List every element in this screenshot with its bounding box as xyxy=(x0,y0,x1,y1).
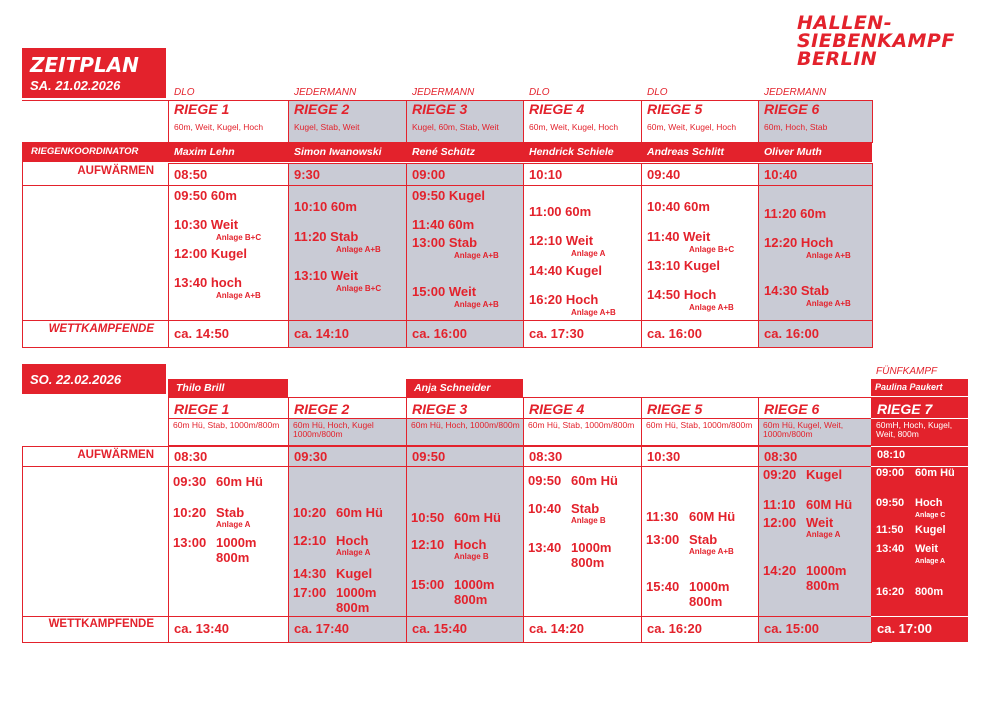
venue-note: Anlage A+B xyxy=(689,547,734,556)
disciplines: 60m, Weit, Kugel, Hoch xyxy=(174,122,264,132)
end-time: ca. 14:10 xyxy=(294,326,349,341)
riege-name: RIEGE 1 xyxy=(174,401,230,417)
grid-line xyxy=(871,418,968,419)
riege-name: RIEGE 6 xyxy=(764,401,820,417)
event-time: 09:30 xyxy=(173,474,207,489)
grid-line xyxy=(22,446,168,447)
event-name: 60m Hü xyxy=(915,467,955,479)
event-time: 09:20 xyxy=(763,467,797,482)
venue-note: Anlage A xyxy=(336,548,371,557)
warmup-time: 08:30 xyxy=(764,449,798,464)
event-time: 13:00 xyxy=(173,535,207,550)
event-entry: 11:20 Stab xyxy=(294,229,359,244)
end-time: ca. 15:40 xyxy=(412,621,467,636)
grid-line xyxy=(22,320,168,321)
venue-note: Anlage A+B xyxy=(806,251,851,260)
disciplines: 60m, Hoch, Stab xyxy=(764,122,828,132)
grid-line xyxy=(22,142,23,347)
warmup-time: 09:50 xyxy=(412,449,446,464)
event-entry: 11:00 60m xyxy=(529,204,592,219)
coordinator-name: Thilo Brill xyxy=(176,382,225,394)
riege-name: RIEGE 5 xyxy=(647,101,703,117)
event-name: 60m Hü xyxy=(571,473,618,488)
end-time: ca. 16:00 xyxy=(412,326,467,341)
warmup-time: 9:30 xyxy=(294,167,321,182)
end-time: ca. 17:00 xyxy=(877,621,932,636)
event-time: 12:10 xyxy=(293,533,327,548)
riege-name: RIEGE 2 xyxy=(294,401,350,417)
coordinator-name: Andreas Schlitt xyxy=(647,146,725,158)
coordinator-name: René Schütz xyxy=(412,146,476,158)
event-time: 16:20 xyxy=(876,586,905,598)
event-entry: 13:00 Stab xyxy=(412,235,478,250)
event-name: 800m xyxy=(915,586,944,598)
warmup-time: 09:40 xyxy=(647,167,681,182)
event-name: 60m Hü xyxy=(336,505,383,520)
event-name: 800m xyxy=(806,578,840,593)
venue-note: Anlage C xyxy=(915,512,946,519)
event-entry: 11:20 60m xyxy=(764,206,827,221)
venue-note: Anlage A xyxy=(571,249,606,258)
grid-line xyxy=(22,466,168,467)
category-label: FÜNFKAMPF xyxy=(876,366,938,377)
end-time: ca. 16:20 xyxy=(647,621,702,636)
event-name: Kugel xyxy=(915,524,946,536)
disciplines: 60m Hü, Stab, 1000m/800m xyxy=(646,420,753,430)
day1-title-box xyxy=(22,48,166,98)
riege-name: RIEGE 5 xyxy=(647,401,703,417)
event-name: Stab xyxy=(216,505,245,520)
warmup-time: 08:30 xyxy=(529,449,563,464)
end-time: ca. 17:40 xyxy=(294,621,349,636)
grid-line xyxy=(22,185,168,186)
event-time: 12:00 xyxy=(763,515,797,530)
disciplines: Kugel, Stab, Weit xyxy=(294,122,360,132)
riege-name: RIEGE 3 xyxy=(412,401,468,417)
end-time: ca. 13:40 xyxy=(174,621,229,636)
disciplines: 60m, Weit, Kugel, Hoch xyxy=(647,122,737,132)
riege-name: RIEGE 6 xyxy=(764,101,820,117)
warmup-time: 08:50 xyxy=(174,167,208,182)
riege-name: RIEGE 7 xyxy=(877,401,933,417)
venue-note: Anlage B xyxy=(571,516,606,525)
disciplines: 60m Hü, Stab, 1000m/800m xyxy=(528,420,635,430)
warmup-label: AUFWÄRMEN xyxy=(77,449,154,461)
logo-line-2: SIEBENKAMPF xyxy=(797,30,955,52)
event-name: Hoch xyxy=(336,533,369,548)
disciplines: Kugel, 60m, Stab, Weit xyxy=(412,122,499,132)
venue-note: Anlage B+C xyxy=(216,233,262,242)
warmup-time: 08:10 xyxy=(877,449,906,461)
grid-line xyxy=(871,446,968,447)
day2-date: SO. 22.02.2026 xyxy=(30,372,122,387)
event-name: Hoch xyxy=(454,537,487,552)
event-time: 14:30 xyxy=(293,566,327,581)
end-label: WETTKAMPFENDE xyxy=(48,323,154,335)
event-name: 800m xyxy=(571,555,605,570)
grid-line xyxy=(22,100,168,101)
event-entry: 09:50 Kugel xyxy=(412,188,485,203)
event-entry: 10:40 60m xyxy=(647,199,710,214)
event-time: 10:20 xyxy=(293,505,327,520)
event-entry: 09:50 60m xyxy=(174,188,237,203)
event-name: 1000m xyxy=(336,585,377,600)
riege-name: RIEGE 2 xyxy=(294,101,350,117)
disciplines: 60m Hü, Hoch, 1000m/800m xyxy=(411,420,520,430)
warmup-time: 10:40 xyxy=(764,167,798,182)
venue-note: Anlage A xyxy=(216,520,251,529)
event-time: 11:10 xyxy=(763,497,796,512)
coordinator-name: Anja Schneider xyxy=(414,382,491,394)
event-name: 1000m xyxy=(454,577,495,592)
grid-line xyxy=(22,616,168,617)
venue-note: Anlage A+B xyxy=(689,303,734,312)
event-name: 800m xyxy=(216,550,250,565)
event-entry: 13:10 Kugel xyxy=(647,258,720,273)
event-entry: 10:10 60m xyxy=(294,199,357,214)
event-time: 11:30 xyxy=(646,509,679,524)
logo-line-1: HALLEN- xyxy=(797,12,893,34)
venue-note: Anlage A+B xyxy=(216,291,261,300)
venue-note: Anlage B xyxy=(454,552,489,561)
event-name: 1000m xyxy=(571,540,612,555)
venue-note: Anlage B+C xyxy=(336,284,382,293)
event-time: 13:40 xyxy=(876,543,905,555)
event-time: 17:00 xyxy=(293,585,327,600)
disciplines: 60m Hü, Stab, 1000m/800m xyxy=(173,420,280,430)
event-name: 60m Hü xyxy=(454,510,501,525)
end-time: ca. 16:00 xyxy=(647,326,702,341)
event-entry: 10:30 Weit xyxy=(174,217,239,232)
coordinator-name: Maxim Lehn xyxy=(174,146,235,158)
event-time: 13:40 xyxy=(528,540,562,555)
venue-note: Anlage A+B xyxy=(454,300,499,309)
warmup-time: 10:30 xyxy=(647,449,681,464)
category-label: JEDERMANN xyxy=(764,87,827,98)
coordinator-name: Simon Iwanowski xyxy=(294,146,382,158)
end-time: ca. 16:00 xyxy=(764,326,819,341)
event-time: 15:00 xyxy=(411,577,445,592)
event-time: 10:20 xyxy=(173,505,207,520)
category-label: DLO xyxy=(529,87,550,98)
warmup-time: 08:30 xyxy=(174,449,208,464)
end-time: ca. 17:30 xyxy=(529,326,584,341)
event-name: Stab xyxy=(689,532,718,547)
event-entry: 14:40 Kugel xyxy=(529,263,602,278)
event-time: 09:50 xyxy=(876,497,905,509)
category-label: DLO xyxy=(174,87,195,98)
logo-line-3: BERLIN xyxy=(797,48,878,70)
event-name: 1000m xyxy=(806,563,847,578)
venue-note: Anlage A+B xyxy=(336,245,381,254)
event-time: 10:40 xyxy=(528,501,562,516)
event-entry: 13:10 Weit xyxy=(294,268,359,283)
event-name: 1000m xyxy=(216,535,257,550)
disciplines: 60m, Weit, Kugel, Hoch xyxy=(529,122,619,132)
event-time: 09:50 xyxy=(528,473,562,488)
event-entry: 12:10 Weit xyxy=(529,233,594,248)
event-name: Weit xyxy=(915,543,939,555)
event-name: Kugel xyxy=(806,467,843,482)
riege-name: RIEGE 4 xyxy=(529,401,585,417)
event-name: Kugel xyxy=(336,566,373,581)
warmup-time: 10:10 xyxy=(529,167,563,182)
venue-note: Anlage A+B xyxy=(454,251,499,260)
grid-line xyxy=(871,616,968,617)
end-time: ca. 14:20 xyxy=(529,621,584,636)
grid-line xyxy=(22,642,168,643)
event-name: 1000m xyxy=(689,579,730,594)
event-entry: 16:20 Hoch xyxy=(529,292,599,307)
disciplines: 60m Hü, Kugel, Weit, 1000m/800m xyxy=(763,420,844,439)
coordinator-name: Oliver Muth xyxy=(764,146,822,158)
event-time: 09:00 xyxy=(876,467,905,479)
event-entry: 11:40 Weit xyxy=(647,229,711,244)
event-time: 14:20 xyxy=(763,563,797,578)
category-label: JEDERMANN xyxy=(294,87,357,98)
event-name: 800m xyxy=(689,594,723,609)
event-name: Stab xyxy=(571,501,600,516)
event-name: 60M Hü xyxy=(689,509,736,524)
end-time: ca. 15:00 xyxy=(764,621,819,636)
event-time: 10:50 xyxy=(411,510,445,525)
event-entry: 13:40 hoch xyxy=(174,275,242,290)
riege-name: RIEGE 4 xyxy=(529,101,585,117)
event-entry: 12:20 Hoch xyxy=(764,235,834,250)
disciplines: 60mH, Hoch, Kugel, Weit, 800m xyxy=(876,420,953,439)
grid-line xyxy=(22,446,23,642)
event-entry: 14:50 Hoch xyxy=(647,287,717,302)
coordinator-name: Hendrick Schiele xyxy=(529,146,614,158)
venue-note: Anlage A xyxy=(915,558,946,565)
riege-name: RIEGE 3 xyxy=(412,101,468,117)
event-name: 800m xyxy=(454,592,488,607)
coordinator-label: RIEGENKOORDINATOR xyxy=(31,146,139,157)
warmup-time: 09:00 xyxy=(412,167,446,182)
event-entry: 11:40 60m xyxy=(412,217,475,232)
end-time: ca. 14:50 xyxy=(174,326,229,341)
table-cell xyxy=(758,466,872,617)
warmup-label: AUFWÄRMEN xyxy=(77,165,154,177)
event-entry: 12:00 Kugel xyxy=(174,246,247,261)
riege-name: RIEGE 1 xyxy=(174,101,230,117)
event-entry: 15:00 Weit xyxy=(412,284,477,299)
event-time: 15:40 xyxy=(646,579,680,594)
event-name: 60m Hü xyxy=(216,474,263,489)
venue-note: Anlage B+C xyxy=(689,245,735,254)
end-label: WETTKAMPFENDE xyxy=(48,618,154,630)
event-time: 13:00 xyxy=(646,532,680,547)
event-name: 800m xyxy=(336,600,370,615)
coordinator-name: Paulina Paukert xyxy=(875,382,943,392)
day1-date: SA. 21.02.2026 xyxy=(30,78,121,93)
grid-line xyxy=(22,347,168,348)
warmup-time: 09:30 xyxy=(294,449,328,464)
event-name: Hoch xyxy=(915,497,943,509)
disciplines: 60m Hü, Hoch, Kugel 1000m/800m xyxy=(293,420,374,439)
event-entry: 14:30 Stab xyxy=(764,283,830,298)
venue-note: Anlage A xyxy=(806,530,841,539)
venue-note: Anlage A+B xyxy=(571,308,616,317)
category-label: DLO xyxy=(647,87,668,98)
page-title: ZEITPLAN xyxy=(30,53,139,77)
event-name: 60M Hü xyxy=(806,497,853,512)
venue-note: Anlage A+B xyxy=(806,299,851,308)
event-name: Weit xyxy=(806,515,834,530)
event-time: 11:50 xyxy=(876,524,904,536)
event-logo xyxy=(797,14,955,68)
event-time: 12:10 xyxy=(411,537,445,552)
category-label: JEDERMANN xyxy=(412,87,475,98)
